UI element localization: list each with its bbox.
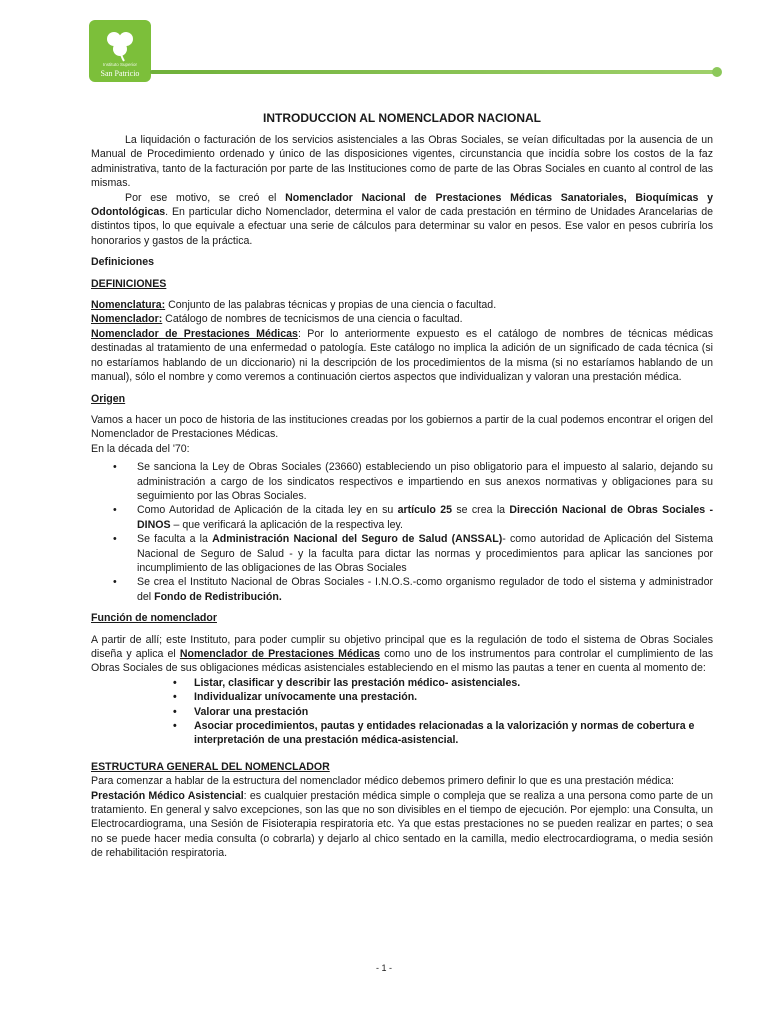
list-item-text: se crea la bbox=[452, 504, 510, 517]
header-rule-dot bbox=[712, 67, 722, 77]
funcion-heading bbox=[91, 611, 713, 625]
list-item-text: Como Autoridad de Aplicación de la citada ley en su bbox=[137, 504, 398, 517]
definiciones-caps-heading bbox=[91, 277, 713, 291]
term-npm: Nomenclador de Prestaciones Médicas bbox=[91, 327, 298, 340]
origen-paragraph-2: En la década del '70: bbox=[91, 442, 190, 455]
logo-subtitle: Instituto Superior bbox=[102, 62, 138, 67]
list-item-bold: Fondo de Redistribución. bbox=[154, 590, 282, 603]
intro-paragraph-2 bbox=[91, 191, 713, 249]
funcion-text: como uno de los instrumentos para controlar el cumplimiento de las Obras Sociales de sus obligaciones médicas asistenciales estableciendo en el mismo las pautas a tener en cuenta al momento de: bbox=[91, 648, 714, 675]
list-item: • Se sanciona la Ley de Obras Sociales (23660) estableciendo un piso obligatorio para el impuesto al salario, dejando su administración a cargo de los sindicatos respectivos e impartiendo en sus anexos normativas y obligaciones para su seguimiento por las Obras Sociales. bbox=[91, 460, 713, 503]
term-prestacion-medico-asistencial: Prestación Médico Asistencial bbox=[91, 789, 244, 802]
list-item-text: Se crea el Instituto Nacional de Obras Sociales - I.N.O.S.-como organismo regulador de todo el sistema y administrador del bbox=[137, 576, 713, 603]
list-item-text: – que verificará la aplicación de la respectiva ley. bbox=[170, 518, 403, 531]
definition-nomenclador bbox=[91, 312, 713, 326]
list-item: • Individualizar unívocamente una prestación. bbox=[91, 690, 713, 704]
definiciones-heading-text: Definiciones bbox=[91, 256, 154, 269]
estructura-heading-text: ESTRUCTURA GENERAL DEL NOMENCLADOR bbox=[91, 760, 330, 773]
definition-npm bbox=[91, 327, 713, 385]
definiciones-heading bbox=[91, 255, 713, 269]
list-item bbox=[91, 575, 713, 604]
list-item-text: Se faculta a la bbox=[137, 533, 213, 546]
origen-heading-text: Origen bbox=[91, 392, 126, 405]
list-item-bold: artículo 25 bbox=[397, 504, 453, 517]
funcion-heading-text: Función de nomenclador bbox=[91, 612, 217, 625]
intro-p2-rest: . En particular dicho Nomenclador, determina el valor de cada prestación en término de Unidades Arancelarias de distintos tipos, lo que equivale a efectuar una serie de cálculos para determinar su valor en pesos. Ese valor en pesos cubriría los honorarios y gastos de la práctica. bbox=[91, 206, 713, 247]
page-number: - 1 - bbox=[375, 963, 392, 973]
definition-nomenclatura bbox=[91, 298, 713, 312]
term-nomenclatura: Nomenclatura: bbox=[91, 299, 166, 312]
estructura-paragraph-1: Para comenzar a hablar de la estructura del nomenclador médico debemos primero definir lo que es una prestación médica: bbox=[91, 775, 674, 788]
shamrock-icon bbox=[104, 28, 136, 62]
list-item-text: - como autoridad de Aplicación del Sistema Nacional de Seguro de Salud - y la faculta para dictar las normas y procedimientos para aplicar las sanciones por incumplimiento de las obligaciones de las Obras Sociales bbox=[137, 533, 713, 574]
term-nomenclador: Nomenclador: bbox=[91, 313, 163, 326]
origen-heading bbox=[91, 392, 713, 406]
estructura-definition-text: : es cualquier prestación médica simple o compleja que se realiza a una persona como parte de un tratamiento. En general y salvo excepciones, son las que no son divisibles en el tiempo de ejecución. Por ejemplo: una Consulta, un Electrocardiograma, una Sesión de Fisioterapia respiratoria etc. Ya que estas prestaciones no se pueden realizar en partes; o sea no se puede hacer media consulta (o cobrarla) y dejarlo al chico sentado en la camilla, medio electrocardiograma, o media sesión de rehabilitación respiratoria. bbox=[91, 789, 714, 860]
funcion-text: A partir de allí; este Instituto, para poder cumplir su objetivo principal que es la regulación de todo el sistema de Obras Sociales diseña y aplica el bbox=[91, 633, 713, 660]
header-rule bbox=[150, 70, 716, 74]
definition-nomenclador-text: Catálogo de nombres de tecnicismos de una ciencia o facultad. bbox=[162, 313, 463, 326]
origen-list bbox=[91, 460, 713, 604]
definiciones-caps-text: DEFINICIONES bbox=[91, 277, 167, 290]
funcion-paragraph bbox=[91, 633, 713, 676]
estructura-heading bbox=[91, 760, 713, 774]
origen-paragraph-1: Vamos a hacer un poco de historia de las instituciones creadas por los gobiernos a partir de la cual podemos encontrar el origen del Nomenclador de Prestaciones Médicas. bbox=[91, 413, 713, 441]
estructura-paragraph-2 bbox=[91, 789, 713, 861]
logo-name: San Patricio bbox=[100, 69, 140, 78]
list-item-bold: Dirección Nacional de Obras Sociales - DINOS bbox=[137, 504, 713, 531]
document-body bbox=[91, 110, 713, 861]
list-item bbox=[91, 503, 713, 532]
funcion-npm-name: Nomenclador de Prestaciones Médicas bbox=[179, 648, 380, 660]
page-title: INTRODUCCION AL NOMENCLADOR NACIONAL bbox=[263, 111, 541, 125]
list-item: • Asociar procedimientos, pautas y entidades relacionadas a la valorización y normas de cobertura e interpretación de una prestación médica-asistencial. bbox=[91, 719, 713, 748]
nomenclador-nacional-name: Nomenclador Nacional de Prestaciones Médicas Sanatoriales, Bioquímicas y Odontológicas bbox=[91, 191, 713, 219]
intro-paragraph-1: La liquidación o facturación de los servicios asistenciales a las Obras Sociales, se veían dificultadas por la ausencia de un Manual de Procedimiento ordenado y único de las disposiciones vigentes, circunstancia que incidía sobre los costos de la faz administrativa, tanto de la facturación por parte de las Instituciones como de parte de las Obras Sociales en cuanto al control de las mismas. bbox=[91, 134, 713, 190]
funcion-list bbox=[91, 676, 713, 748]
intro-p2-lead: Por ese motivo, se creó el bbox=[125, 191, 286, 204]
list-item: • Listar, clasificar y describir las prestación médico- asistenciales. bbox=[91, 676, 713, 690]
list-item bbox=[91, 532, 713, 575]
list-item: • Valorar una prestación bbox=[91, 705, 713, 719]
definition-nomenclatura-text: Conjunto de las palabras técnicas y propias de una ciencia o facultad. bbox=[165, 299, 497, 312]
institute-logo bbox=[89, 20, 151, 82]
list-item-bold: Administración Nacional del Seguro de Salud (ANSSAL) bbox=[212, 533, 503, 546]
definition-npm-text: : Por lo anteriormente expuesto es el catálogo de nombres de técnicas médicas destinadas al tratamiento de una enfermedad o patología. Este catálogo no implica la adición de un significado de cada técnica (si no estaríamos hablando de un diccionario) ni la descripción de los procedimientos de la misma (si no estaríamos hablando de un manual), sólo el nombre y como veremos a continuación ciertos aspectos que individualizan y valoran una prestación médica. bbox=[91, 327, 713, 384]
